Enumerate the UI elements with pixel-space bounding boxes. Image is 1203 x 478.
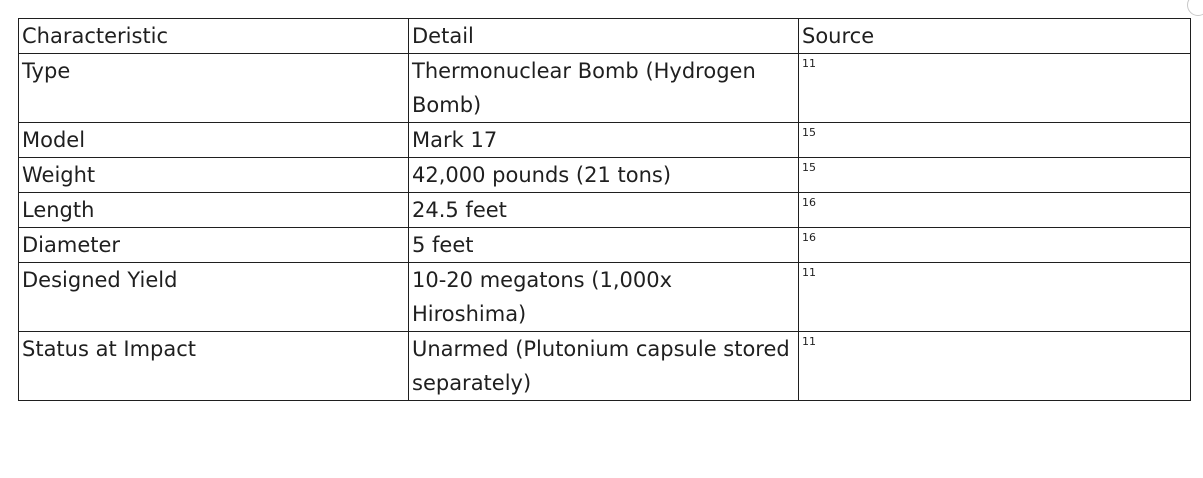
cell-detail: Mark 17 bbox=[409, 123, 799, 158]
table-row bbox=[19, 193, 1191, 228]
cell-detail: 5 feet bbox=[409, 228, 799, 263]
table-row bbox=[19, 263, 1191, 332]
cell-source: 11 bbox=[799, 263, 1191, 332]
table-header bbox=[19, 19, 1191, 54]
cell-source: 15 bbox=[799, 158, 1191, 193]
characteristics-table bbox=[18, 18, 1191, 401]
table-row bbox=[19, 158, 1191, 193]
header-characteristic: Characteristic bbox=[19, 19, 409, 54]
table-row bbox=[19, 332, 1191, 401]
cell-characteristic: Designed Yield bbox=[19, 263, 409, 332]
table-row bbox=[19, 54, 1191, 123]
cell-source: 11 bbox=[799, 54, 1191, 123]
header-detail: Detail bbox=[409, 19, 799, 54]
header-source: Source bbox=[799, 19, 1191, 54]
header-row bbox=[19, 19, 1191, 54]
cell-characteristic: Type bbox=[19, 54, 409, 123]
cell-source: 15 bbox=[799, 123, 1191, 158]
cell-source: 11 bbox=[799, 332, 1191, 401]
corner-badge bbox=[1187, 0, 1203, 16]
table-row bbox=[19, 228, 1191, 263]
cell-source: 16 bbox=[799, 228, 1191, 263]
cell-characteristic: Diameter bbox=[19, 228, 409, 263]
cell-detail: 24.5 feet bbox=[409, 193, 799, 228]
table-body bbox=[19, 54, 1191, 401]
table-row bbox=[19, 123, 1191, 158]
cell-detail: Unarmed (Plutonium capsule stored separately) bbox=[409, 332, 799, 401]
cell-source: 16 bbox=[799, 193, 1191, 228]
cell-characteristic: Model bbox=[19, 123, 409, 158]
cell-detail: 42,000 pounds (21 tons) bbox=[409, 158, 799, 193]
cell-characteristic: Weight bbox=[19, 158, 409, 193]
cell-characteristic: Status at Impact bbox=[19, 332, 409, 401]
cell-detail: 10-20 megatons (1,000x Hiroshima) bbox=[409, 263, 799, 332]
cell-detail: Thermonuclear Bomb (Hydrogen Bomb) bbox=[409, 54, 799, 123]
cell-characteristic: Length bbox=[19, 193, 409, 228]
